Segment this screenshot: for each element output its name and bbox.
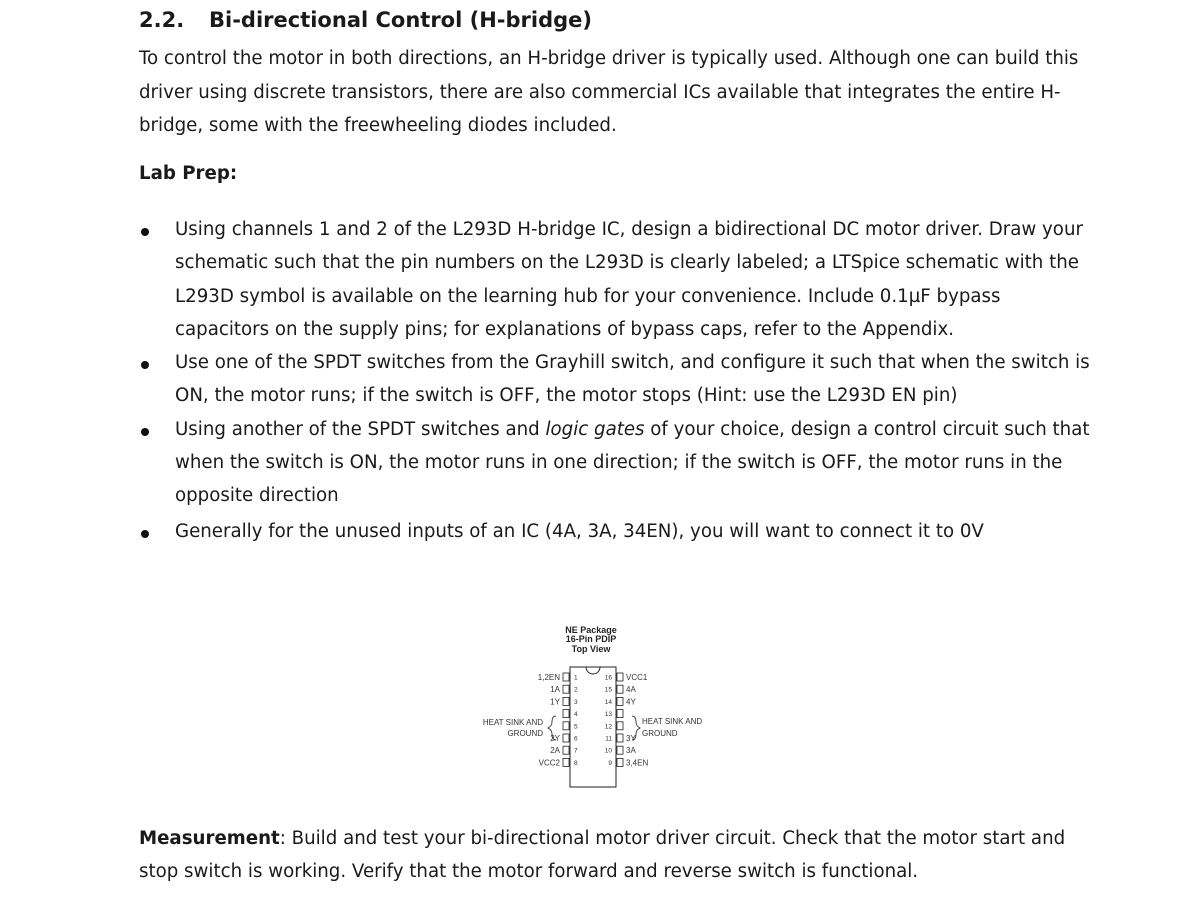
pin-number: 5 [574,723,578,731]
pin-number: 15 [604,686,612,694]
list-item [139,515,1099,548]
pin-13 [617,710,623,718]
pin-4 [563,710,569,718]
pin-1 [563,673,569,681]
pin-number: 8 [574,759,578,767]
pin-number: 12 [604,723,612,731]
pin-number: 7 [574,747,578,755]
bullet-text: Generally for the unused inputs of an IC (4A, 3A, 34EN), you will want to connect it to 0V [175,520,984,542]
bullet-text-before: Using another of the SPDT switches and [175,418,546,440]
list-item [139,413,1099,513]
pin-label: VCC1 [626,673,648,682]
measurement-label: Measurement [139,828,280,849]
pin-3 [563,697,569,705]
pin-8 [563,758,569,766]
pin-7 [563,746,569,754]
bullet-text: Use one of the SPDT switches from the Grayhill switch, and configure it such that when the switch is ON, the motor runs; if the switch is OFF, the motor stops (Hint: use the L293D EN pin) [175,352,1090,407]
pin-number: 13 [604,711,612,719]
lab-prep-list [139,213,1099,548]
pin-16 [617,673,623,681]
pin-15 [617,685,623,693]
pin-number: 1 [574,674,578,682]
bullet-icon [141,530,149,538]
pin-label: 1A [550,685,560,695]
lab-prep-heading: Lab Prep: [139,163,238,184]
pin-number: 3 [574,698,578,706]
heat-sink-right-label-2: GROUND [642,729,678,738]
bullet-text-italic: logic gates [545,418,645,440]
heat-sink-left-label-2: GROUND [507,729,543,738]
pin-number: 10 [604,747,612,755]
package-label-2: 16-Pin PDIP [565,634,617,644]
pin-label: 2Y [550,734,560,743]
pin-label: 4A [626,685,636,695]
measurement-paragraph [139,822,1099,888]
pin-label: 3Y [626,734,636,743]
list-item [139,213,1099,346]
bullet-icon [141,361,149,369]
bullet-icon [141,428,149,436]
pin-label: VCC2 [538,758,560,768]
pin-number: 9 [608,759,612,767]
bullet-text-after: of your choice, design a control circuit such that when the switch is ON, the motor runs in one direction; if the switch is OFF, the motor runs in the opposite direction [175,418,1090,507]
package-label-3: Top View [571,644,611,654]
intro-paragraph: To control the motor in both directions, an H-bridge driver is typically used. Although one can build this driver using discrete transistors, there are also commercial ICs available that integrates the entire H-bridge, some with the freewheeling diodes included. [139,48,1079,136]
bullet-icon [141,228,149,236]
pin-label: 4Y [626,697,636,707]
section-heading [139,8,592,32]
heat-sink-left-label-1: HEAT SINK AND [482,718,543,727]
pin-label: 1,2EN [537,673,560,682]
pin-11 [617,734,623,742]
pin-6 [563,734,569,742]
section-title: Bi-directional Control (H-bridge) [209,8,592,32]
pin-number: 6 [574,735,578,743]
list-item [139,346,1099,413]
measurement-text: : Build and test your bi-directional motor driver circuit. Check that the motor start and stop switch is working. Verify that the motor forward and reverse switch is functional. [139,828,1066,882]
pin-10 [617,746,623,754]
l293d-pinout-diagram [460,622,730,792]
pin-label: 2A [550,746,560,756]
package-label-1: NE Package [565,625,617,635]
pin-number: 2 [574,686,578,694]
bullet-text: Using channels 1 and 2 of the L293D H-bridge IC, design a bidirectional DC motor driver. Draw your schematic such that the pin numbers on the L293D is clearly labeled; a LTSpice schematic with the L293D symbol is available on the learning hub for your convenience. Include 0.1µF bypass capacitors on the supply pins; for explanations of bypass caps, refer to the Appendix. [175,219,1083,340]
pin-number: 11 [605,735,612,743]
pin-label: 3,4EN [626,758,649,768]
pin-label: 1Y [550,697,560,707]
pin-number: 16 [604,674,612,682]
pin-14 [617,697,623,705]
pin-number: 14 [604,698,612,706]
pin-12 [617,722,623,730]
section-number: 2.2. [139,8,185,32]
pin-5 [563,722,569,730]
pin-number: 4 [574,711,578,719]
heat-sink-right-label-1: HEAT SINK AND [642,717,703,726]
pin-2 [563,685,569,693]
pin-9 [617,758,623,766]
pin-label: 3A [626,746,636,756]
